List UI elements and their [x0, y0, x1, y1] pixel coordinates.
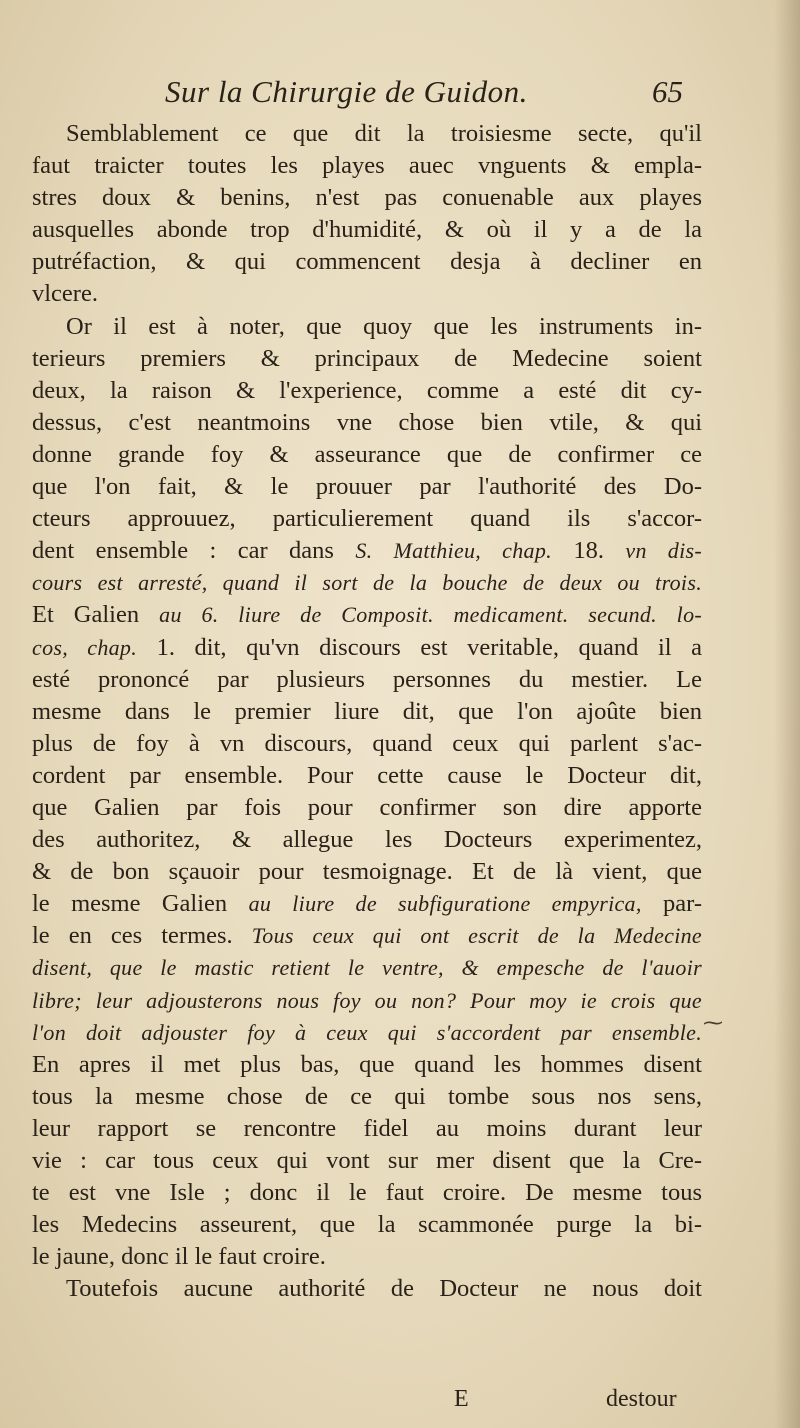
text-segment: leur rapport se rencontre fidel au moins durant leur — [32, 1114, 702, 1142]
text-line — [32, 343, 702, 375]
text-segment: 1. dit, qu'vn discours est veritable, quand il a — [137, 633, 703, 661]
text-segment: stres doux & benins, n'est pas conuenable aux playes — [32, 184, 702, 212]
text-line — [32, 792, 702, 824]
text-line — [32, 1177, 702, 1209]
text-segment: & de bon sçauoir pour tesmoignage. Et de là vient, que — [32, 858, 702, 886]
signature-mark: E — [454, 1386, 469, 1412]
text-line — [32, 150, 702, 182]
text-line — [32, 824, 702, 856]
text-line — [32, 1017, 702, 1049]
text-segment: ausquelles abonde trop d'humidité, & où il y a de la — [32, 216, 702, 244]
text-segment: plus de foy à vn discours, quand ceux qui parlent s'ac- — [32, 729, 702, 757]
text-segment: En apres il met plus bas, que quand les hommes disent — [32, 1050, 702, 1078]
italic-text: Tous ceux qui ont escrit de la Medecine — [251, 923, 702, 949]
text-line — [32, 599, 702, 631]
text-segment: mesme dans le premier liure dit, que l'on ajoûte bien — [32, 697, 702, 725]
text-line — [32, 1145, 702, 1177]
text-segment: Or il est à noter, que quoy que les instruments in- — [66, 312, 702, 340]
catchword: destour — [606, 1386, 677, 1412]
text-line — [32, 375, 702, 407]
text-segment: tous la mesme chose de ce qui tombe sous nos sens, — [32, 1082, 702, 1110]
text-segment: des authoritez, & allegue les Docteurs experimentez, — [32, 826, 702, 854]
italic-text: cos, chap. — [32, 634, 138, 660]
text-segment: deux, la raison & l'experience, comme a esté dit cy- — [32, 376, 702, 404]
text-segment: donne grande foy & asseurance que de confirmer ce — [32, 440, 702, 468]
text-line — [32, 952, 702, 984]
text-segment: le mesme Galien — [32, 890, 249, 918]
italic-text: disent, que le mastic retient le ventre, & empesche de l'auoir — [32, 955, 702, 981]
text-segment: vie : car tous ceux qui vont sur mer disent que la Cre- — [32, 1147, 702, 1174]
text-segment: dent ensemble : car dans — [32, 537, 356, 565]
text-line — [32, 696, 702, 728]
text-line — [32, 664, 702, 696]
text-line — [32, 760, 702, 792]
text-line — [32, 567, 702, 599]
text-segment: le en ces termes. — [32, 922, 252, 950]
italic-text: au 6. liure de Composit. medicament. secund. lo- — [159, 602, 703, 628]
text-line — [32, 1241, 702, 1273]
text-line — [32, 278, 702, 310]
text-line — [32, 985, 702, 1017]
text-segment: te est vne Isle ; donc il le faut croire. De mesme tous — [32, 1179, 702, 1207]
text-line — [32, 1209, 702, 1241]
text-segment: cteurs approuuez, particulierement quand ils s'accor- — [32, 505, 702, 533]
text-segment: faut traicter toutes les playes auec vnguents & empla- — [32, 152, 702, 180]
page-footer — [0, 1386, 800, 1420]
text-segment: terieurs premiers & principaux de Medecine soient — [32, 344, 702, 372]
text-line — [32, 535, 702, 567]
text-segment: dessus, c'est neantmoins vne chose bien vtile, & qui — [32, 408, 702, 436]
text-line — [32, 728, 702, 760]
text-line — [32, 1081, 702, 1113]
text-line — [32, 246, 702, 278]
text-segment: Semblablement ce que dit la troisiesme secte, qu'il — [66, 120, 702, 147]
text-segment: le jaune, donc il le faut croire. — [32, 1243, 326, 1271]
running-title: Sur la Chirurgie de Guidon. — [165, 74, 528, 109]
text-line — [32, 407, 702, 439]
text-line — [32, 182, 702, 214]
text-line — [32, 888, 702, 920]
text-line — [32, 471, 702, 503]
text-segment: cordent par ensemble. Pour cette cause le Docteur dit, — [32, 761, 702, 789]
text-line — [32, 1113, 702, 1145]
text-line — [32, 1273, 702, 1305]
text-line — [32, 632, 702, 664]
italic-text: vn dis- — [625, 538, 703, 564]
text-segment: que l'on fait, & le prouuer par l'authorité des Do- — [32, 473, 702, 501]
italic-text: S. Matthieu, chap. — [355, 538, 552, 564]
text-segment: esté prononcé par plusieurs personnes du mestier. Le — [32, 665, 702, 693]
italic-text: au liure de subfiguratione empyrica, — [248, 891, 642, 917]
text-line — [32, 503, 702, 535]
text-line — [32, 214, 702, 246]
text-segment: les Medecins asseurent, que la scammonée purge la bi- — [32, 1211, 702, 1239]
text-segment: que Galien par fois pour confirmer son dire apporte — [32, 793, 702, 821]
body-text — [32, 118, 702, 1305]
italic-text: cours est arresté, quand il sort de la bouche de deux ou trois. — [32, 570, 702, 596]
text-line — [32, 1049, 702, 1081]
text-line — [32, 118, 702, 150]
italic-text: libre; leur adjousterons nous foy ou non? Pour moy ie crois que — [32, 987, 702, 1013]
page-number: 65 — [652, 74, 683, 109]
text-line — [32, 856, 702, 888]
page-header — [0, 74, 800, 124]
text-segment: 18. — [551, 537, 626, 565]
italic-text: l'on doit adjouster foy à ceux qui s'accordent par ensemble. — [32, 1019, 702, 1045]
text-segment: par- — [641, 890, 703, 918]
text-segment: Toutefois aucune authorité de Docteur ne nous doit — [66, 1275, 702, 1303]
text-line — [32, 920, 702, 952]
margin-tick-mark: ⁓ — [703, 1012, 723, 1034]
text-segment: putréfaction, & qui commencent desja à decliner en — [32, 248, 702, 276]
text-line — [32, 311, 702, 343]
text-segment: Et Galien — [32, 601, 160, 629]
text-segment: vlcere. — [32, 280, 98, 308]
text-line — [32, 439, 702, 471]
page-gutter-shadow — [774, 0, 800, 1428]
